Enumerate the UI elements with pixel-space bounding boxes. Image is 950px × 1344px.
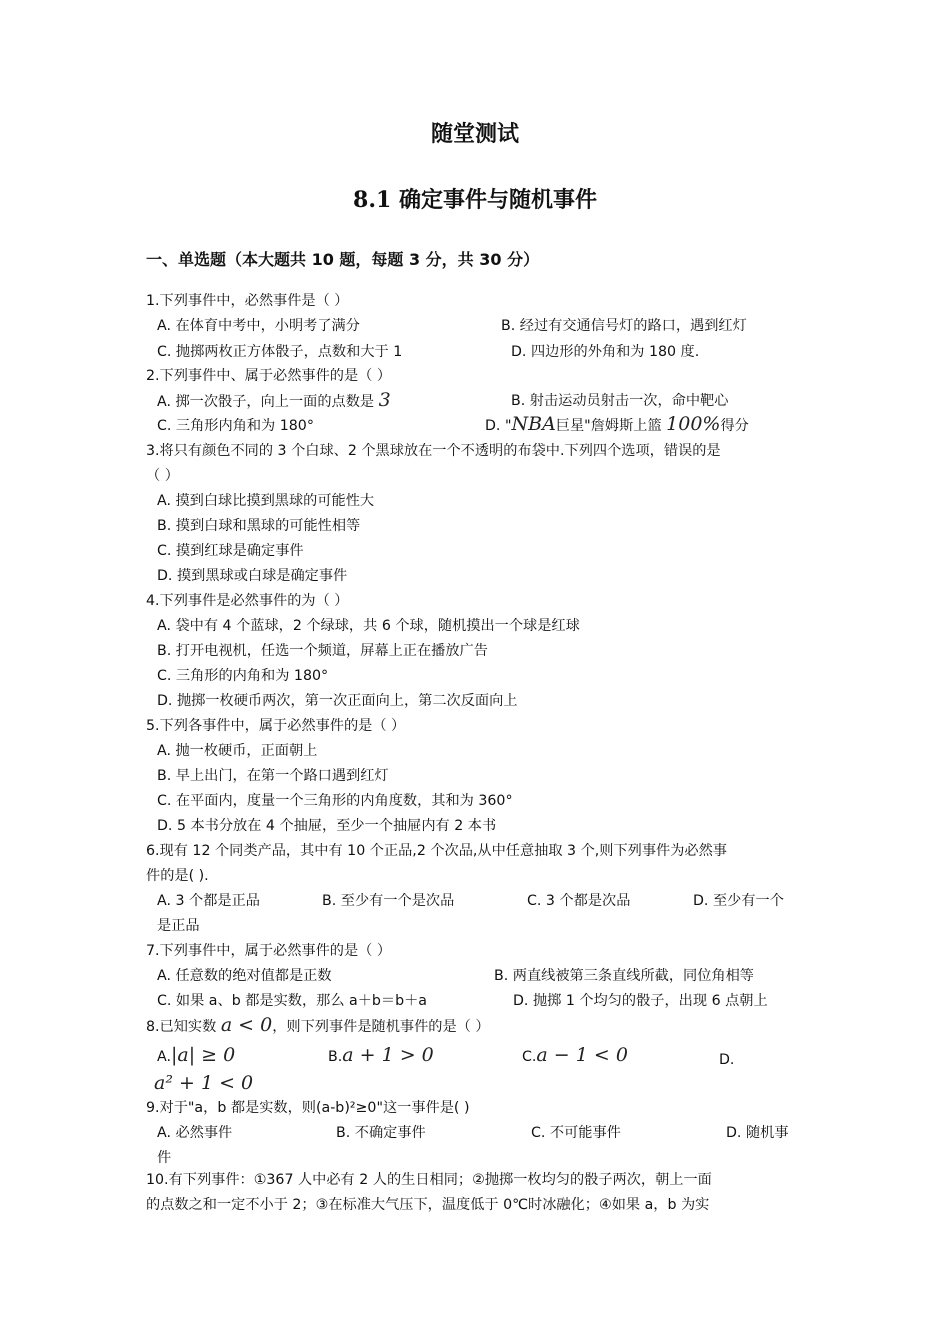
q3-stem: 3.将只有颜色不同的 3 个白球、2 个黑球放在一个不透明的布袋中.下列四个选项，错误的是 (146, 443, 721, 459)
q2-option-d-post: 得分 (720, 418, 749, 434)
q1-option-a: A. 在体育中考中，小明考了满分 (157, 318, 360, 334)
q8-option-b (328, 1045, 434, 1067)
q4-option-c: C. 三角形的内角和为 180° (157, 668, 329, 684)
q6-stem-cont: 件的是( ). (146, 868, 209, 884)
q8-stem-post: ，则下列事件是随机事件的是（ ） (272, 1019, 490, 1035)
q5-option-b: B. 早上出门，在第一个路口遇到红灯 (157, 768, 389, 784)
q8-stem (146, 1015, 490, 1037)
q8-option-b-math: a + 1 > 0 (342, 1044, 434, 1066)
q10-line-2: 的点数之和一定不小于 2；③在标准大气压下，温度低于 0℃时冰融化；④如果 a，b 为实 (146, 1197, 710, 1213)
q7-option-a: A. 任意数的绝对值都是正数 (157, 968, 332, 984)
q7-option-d: D. 抛掷 1 个均匀的骰子，出现 6 点朝上 (513, 993, 768, 1009)
q7-option-c: C. 如果 a、b 都是实数，那么 a＋b＝b＋a (157, 993, 427, 1009)
q9-option-d-cont: 件 (157, 1150, 172, 1166)
q3-stem-cont: （ ） (146, 468, 179, 484)
q9-option-c: C. 不可能事件 (531, 1125, 621, 1141)
q2-option-a (157, 390, 391, 412)
q5-option-a: A. 抛一枚硬币，正面朝上 (157, 743, 318, 759)
q9-option-a: A. 必然事件 (157, 1125, 233, 1141)
q8-option-c-label: C. (522, 1049, 537, 1065)
q3-option-b: B. 摸到白球和黑球的可能性相等 (157, 518, 361, 534)
page-title: 随堂测试 (430, 121, 519, 147)
q8-option-b-label: B. (328, 1049, 343, 1065)
q4-option-a: A. 袋中有 4 个蓝球，2 个绿球，共 6 个球，随机摸出一个球是红球 (157, 618, 580, 634)
q10-line-1: 10.有下列事件：①367 人中必有 2 人的生日相同；②抛掷一枚均匀的骰子两次，朝上一面 (146, 1172, 712, 1188)
q8-option-d-math (154, 1073, 253, 1095)
q2-option-d-mid: 巨星"詹姆斯上篮 (555, 418, 662, 434)
q6-option-c: C. 3 个都是次品 (527, 893, 631, 909)
q2-option-c: C. 三角形内角和为 180° (157, 418, 314, 434)
q9-option-d: D. 随机事 (726, 1125, 789, 1141)
q2-option-d-math2: 100% (666, 413, 721, 435)
q7-stem: 7.下列事件中，属于必然事件的是（ ） (146, 943, 392, 959)
q2-option-b: B. 射击运动员射击一次，命中靶心 (511, 393, 729, 409)
q8-option-a (157, 1045, 235, 1067)
q8-option-c-math: a − 1 < 0 (536, 1044, 628, 1066)
q6-option-a: A. 3 个都是正品 (157, 893, 260, 909)
q9-option-b: B. 不确定事件 (336, 1125, 426, 1141)
q8-stem-math: a < 0 (220, 1014, 273, 1036)
q2-stem: 2.下列事件中、属于必然事件的是（ ） (146, 368, 392, 384)
q8-option-d: D. (719, 1052, 735, 1068)
q4-stem: 4.下列事件是必然事件的为（ ） (146, 593, 349, 609)
q3-option-a: A. 摸到白球比摸到黑球的可能性大 (157, 493, 375, 509)
q1-option-b: B. 经过有交通信号灯的路口，遇到红灯 (501, 318, 747, 334)
q8-option-c (522, 1045, 628, 1067)
q9-stem: 9.对于"a，b 都是实数，则(a-b)²≥0"这一事件是( ) (146, 1100, 470, 1116)
q1-option-d: D. 四边形的外角和为 180 度. (511, 344, 700, 360)
q2-option-a-math: 3 (378, 389, 391, 411)
q5-option-d: D. 5 本书分放在 4 个抽屉，至少一个抽屉内有 2 本书 (157, 818, 497, 834)
q8-option-a-label: A. (157, 1049, 171, 1065)
q8-option-d-expr: a² + 1 < 0 (154, 1072, 254, 1094)
q6-option-b: B. 至少有一个是次品 (322, 893, 455, 909)
q5-option-c: C. 在平面内，度量一个三角形的内角度数，其和为 360° (157, 793, 513, 809)
q2-option-d-math1: NBA (511, 413, 556, 435)
q4-option-d: D. 抛掷一枚硬币两次，第一次正面向上，第二次反面向上 (157, 693, 518, 709)
q8-stem-pre: 8.已知实数 (146, 1019, 217, 1035)
q6-stem: 6.现有 12 个同类产品，其中有 10 个正品,2 个次品,从中任意抽取 3 个,则下列事件为必然事 (146, 843, 727, 859)
q2-option-d (485, 414, 749, 436)
q8-option-a-math: |a| ≥ 0 (170, 1044, 236, 1066)
q7-option-b: B. 两直线被第三条直线所截，同位角相等 (494, 968, 754, 984)
q1-option-c: C. 抛掷两枚正方体骰子，点数和大于 1 (157, 344, 403, 360)
q1-stem: 1.下列事件中，必然事件是（ ） (146, 293, 349, 309)
section-heading: 一、单选题（本大题共 10 题，每题 3 分，共 30 分） (146, 250, 540, 269)
q2-option-a-text: A. 掷一次骰子，向上一面的点数是 (157, 394, 375, 410)
q4-option-b: B. 打开电视机，任选一个频道，屏幕上正在播放广告 (157, 643, 488, 659)
q3-option-c: C. 摸到红球是确定事件 (157, 543, 304, 559)
lesson-title: 8.1 确定事件与随机事件 (353, 187, 597, 213)
q5-stem: 5.下列各事件中，属于必然事件的是（ ） (146, 718, 406, 734)
q2-option-d-pre: D. " (485, 418, 512, 434)
q3-option-d: D. 摸到黑球或白球是确定事件 (157, 568, 348, 584)
q6-option-d: D. 至少有一个 (693, 893, 784, 909)
q6-option-d-cont: 是正品 (157, 918, 200, 934)
